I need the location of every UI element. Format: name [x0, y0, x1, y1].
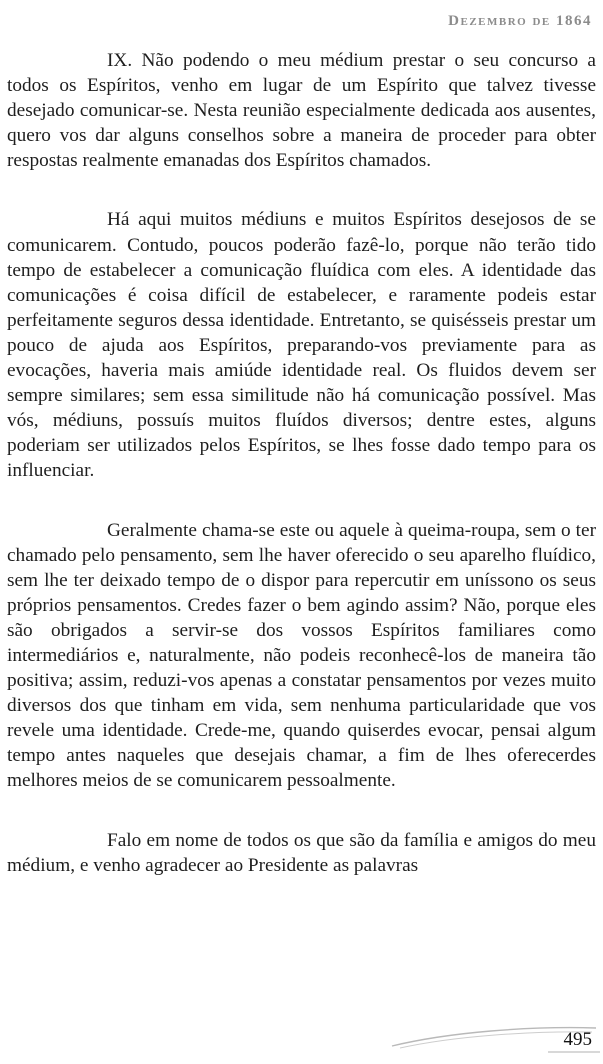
footer-swoosh-ornament	[0, 1014, 603, 1064]
page-body	[7, 48, 596, 878]
page-footer	[0, 1014, 603, 1064]
paragraph: IX. Não podendo o meu médium prestar o seu concurso a todos os Espíritos, venho em lugar de um Espírito que talvez tivesse desejado comunicar-se. Nesta reunião especialmente dedicada aos ausentes, quero vos dar alguns conselhos sobre a maneira de proceder para obter respostas realmente emanadas dos Espíritos chamados.	[7, 50, 596, 172]
running-header: Dezembro de 1864	[448, 13, 592, 29]
paragraph: Falo em nome de todos os que são da família e amigos do meu médium, e venho agradecer ao Presidente as palavras	[7, 829, 596, 876]
page-number: 495	[563, 1029, 592, 1050]
paragraph: Geralmente chama-se este ou aquele à queima-roupa, sem o ter chamado pelo pensamento, sem lhe haver oferecido o seu aparelho fluídico, sem lhe ter deixado tempo de o dispor para repercutir em uníssono os seus próprios pensamentos. Credes fazer o bem agindo assim? Não, porque eles são obrigados a servir-se dos vossos Espíritos familiares como intermediários e, naturalmente, não podeis reconhecê-los de maneira tão positiva; assim, reduzi-vos apenas a constatar pensamentos por vezes muito diversos dos que tinham em vida, sem nenhuma particularidade que vos revele uma identidade. Crede-me, quando quiserdes evocar, pensai algum tempo antes naqueles que desejais chamar, a fim de lhes oferecerdes melhores meios de se comunicarem pessoalmente.	[7, 519, 596, 792]
paragraph: Há aqui muitos médiuns e muitos Espíritos desejosos de se comunicarem. Contudo, poucos poderão fazê-lo, porque não terão tido tempo de estabelecer a comunicação fluídica com eles. A identidade das comunicações é coisa difícil de estabelecer, e raramente podeis estar perfeitamente seguros dessa identidade. Entretanto, se quisésseis prestar um pouco de ajuda aos Espíritos, preparando-vos previamente para as evocações, haveria mais amiúde identidade real. Os fluidos devem ser sempre similares; sem essa similitude não há comunicação possível. Mas vós, médiuns, possuís muitos fluídos diversos; dentre estes, alguns poderiam ser utilizados pelos Espíritos, se lhes fosse dado tempo para os influenciar.	[7, 209, 596, 482]
